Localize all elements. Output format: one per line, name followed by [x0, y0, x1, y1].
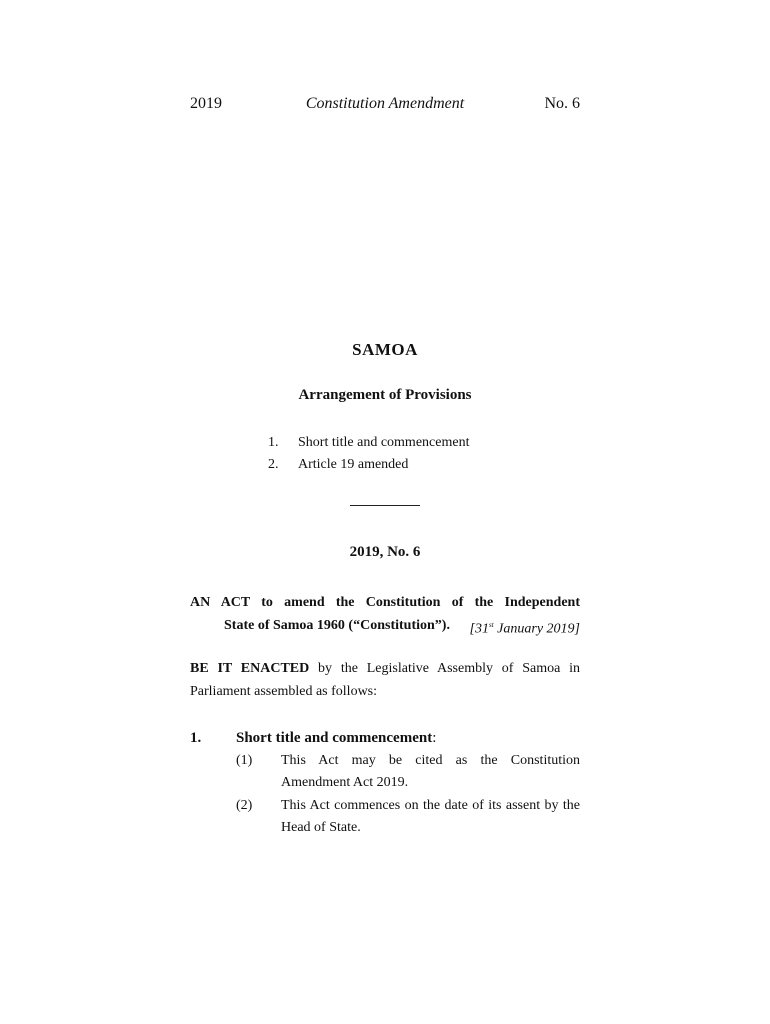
country-heading: SAMOA: [352, 340, 418, 359]
toc-item-number: 2.: [268, 457, 279, 472]
subsection-number: (2): [236, 798, 253, 813]
subsection-number: (1): [236, 753, 253, 768]
divider: [350, 505, 420, 506]
subsection: [236, 750, 580, 794]
toc-item-label: Article 19 amended: [298, 457, 409, 472]
subsection-text: This Act may be cited as the Constitution Amendment Act 2019.: [281, 753, 580, 790]
long-title-line2: [190, 614, 580, 641]
header-title: Constitution Amendment: [305, 95, 465, 112]
subsection: [236, 795, 580, 839]
assent-date: [470, 614, 580, 641]
header-year: 2019: [190, 95, 222, 112]
long-title-line1: AN ACT to amend the Constitution of the Independent: [190, 595, 580, 610]
table-of-provisions: [268, 432, 469, 476]
enacting-text: by the Legislative Assembly of Samoa in Parliament assembled as follows:: [190, 661, 581, 699]
section-1: [190, 727, 580, 839]
enacting-clause: [190, 657, 580, 703]
act-number: 2019, No. 6: [349, 544, 421, 560]
enacting-words: BE IT ENACTED: [190, 661, 310, 676]
subsection-text: This Act commences on the date of its assent by the Head of State.: [281, 798, 580, 835]
toc-item-label: Short title and commencement: [298, 435, 470, 450]
assent-date-rest: January 2019]: [493, 621, 580, 637]
section-title: Short title and commencement: [236, 730, 433, 746]
section-number: 1.: [190, 730, 202, 746]
long-title-short-name: State of Samoa 1960 (“Constitution”).: [224, 618, 450, 633]
toc-item[interactable]: [268, 454, 469, 476]
toc-item-number: 1.: [268, 435, 279, 450]
toc-item[interactable]: [268, 432, 469, 454]
long-title: [190, 591, 580, 641]
header-number: No. 6: [544, 95, 580, 112]
assent-date-day: [31: [469, 621, 489, 637]
assent-date-suffix: st: [489, 621, 494, 629]
section-colon: :: [432, 730, 437, 746]
arrangement-title: Arrangement of Provisions: [298, 387, 472, 403]
section-heading: [190, 727, 580, 749]
